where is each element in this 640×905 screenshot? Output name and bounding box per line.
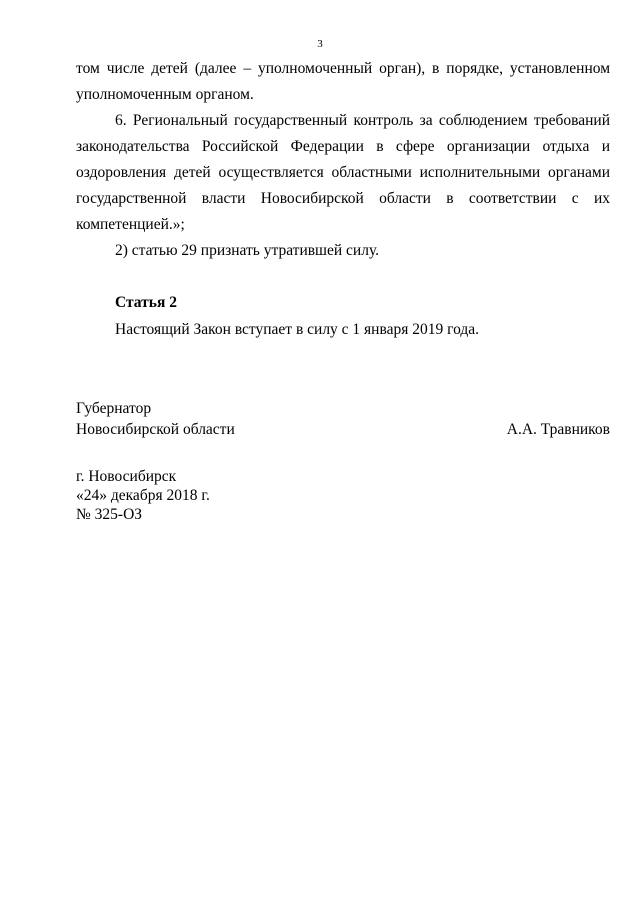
text-line: том числе детей (далее – уполномоченный орган), в порядке, установленном <box>76 60 610 77</box>
paragraph-item-2 <box>76 238 610 264</box>
date: «24» декабря 2018 г. <box>76 487 210 504</box>
paragraph-continuation <box>76 56 610 108</box>
article-heading: Статья 2 <box>115 294 177 311</box>
article-text: Настоящий Закон вступает в силу с 1 января 2019 года. <box>115 321 480 338</box>
law-number: № 325-ОЗ <box>76 506 143 523</box>
text-line: уполномоченным органом. <box>76 86 254 103</box>
signatory-title: Губернатор <box>76 400 152 417</box>
city: г. Новосибирск <box>76 468 177 485</box>
text-line: оздоровления детей осуществляется областными исполнительными органами <box>76 164 610 181</box>
signatory-region: Новосибирской области <box>76 421 235 438</box>
paragraph-item-6 <box>76 108 610 238</box>
text-line: законодательства Российской Федерации в сфере организации отдыха и <box>76 138 610 155</box>
page-number: 3 <box>317 38 323 50</box>
text-line: государственной власти Новосибирской области в соответствии с их <box>76 190 610 207</box>
text-line: 6. Региональный государственный контроль за соблюдением требований <box>115 112 610 129</box>
signatory-name: А.А. Травников <box>506 421 610 438</box>
text-line: 2) статью 29 признать утратившей силу. <box>115 242 380 259</box>
signature-block <box>76 398 610 440</box>
place-date-block <box>76 467 210 524</box>
text-line: компетенцией.»; <box>76 216 185 233</box>
